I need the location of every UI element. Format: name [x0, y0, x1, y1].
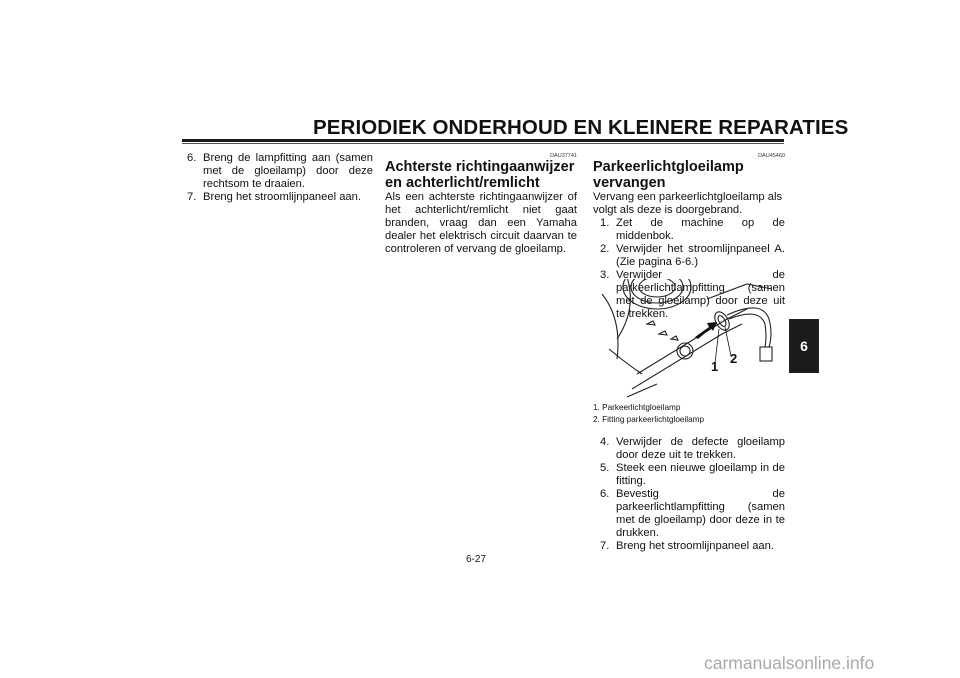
section-heading: Parkeerlichtgloeilamp vervangen: [593, 159, 744, 191]
chapter-tab: 6: [789, 319, 819, 373]
page-number: 6-27: [466, 554, 487, 565]
list-text: Steek een nieuwe gloeilamp in de fitting.: [616, 462, 785, 487]
parking-light-illustration: [597, 279, 789, 399]
caption-item: 1. Parkeerlichtgloeilamp: [593, 403, 681, 412]
section-code: DAU45460: [758, 153, 785, 159]
list-number: 6.: [187, 152, 197, 164]
list-text: Verwijder de defecte gloeilamp door deze uit te trekken.: [616, 436, 785, 461]
list-item: [187, 152, 373, 191]
figure-captions: [593, 402, 785, 426]
watermark: carmanualsonline.info: [704, 653, 875, 673]
list-number: 3.: [600, 269, 610, 281]
list-text: Breng het stroomlijnpaneel aan.: [203, 191, 361, 203]
illustration-drawing: [597, 279, 789, 399]
section-code: DAU37741: [550, 153, 577, 159]
list-item: [600, 436, 785, 462]
list-number: 4.: [600, 436, 610, 448]
list-text: Breng de lampfitting aan (samen met de gloeilamp) door deze rechtsom te draaien.: [203, 152, 373, 190]
list-text: Verwijder het stroomlijnpaneel A. (Zie pagina 6-6.): [616, 243, 785, 268]
list-text: Zet de machine op de middenbok.: [616, 217, 785, 242]
list-item: [600, 217, 785, 243]
section-heading: Achterste richtingaanwijzer en achterlicht/remlicht: [385, 159, 575, 191]
callout-label-2: 2: [730, 351, 738, 366]
section-intro: Vervang een parkeerlichtgloeilamp als volgt als deze is doorgebrand.: [593, 191, 783, 216]
list-text: Bevestig de parkeerlichtlampfitting (samen met de gloeilamp) door deze in te drukken.: [616, 488, 785, 539]
right-column-steps: [600, 436, 785, 553]
list-item: [600, 462, 785, 488]
page-header-title: PERIODIEK ONDERHOUD EN KLEINERE REPARATIES: [313, 116, 849, 139]
list-number: 1.: [600, 217, 610, 229]
list-item: [187, 191, 373, 204]
list-text: Breng het stroomlijnpaneel aan.: [616, 540, 774, 552]
list-text: Verwijder de parkeerlichtlampfitting (samen met de gloeilamp) door deze uit te trekken.: [616, 269, 785, 320]
section-body: Als een achterste richtingaanwijzer of het achterlicht/remlicht niet gaat branden, vraag dan een Yamaha dealer het elektrisch circuit daarvan te controleren of vervang de gloeilamp.: [385, 191, 577, 255]
header-rule: [182, 139, 784, 142]
caption-item: 2. Fitting parkeerlichtgloeilamp: [593, 415, 705, 424]
list-number: 5.: [600, 462, 610, 474]
header-rule-thin: [182, 143, 784, 144]
list-number: 7.: [187, 191, 197, 203]
left-column: [187, 152, 373, 204]
list-item: [600, 540, 785, 553]
list-number: 7.: [600, 540, 610, 552]
list-item: [600, 243, 785, 269]
middle-column: [385, 152, 577, 256]
list-number: 6.: [600, 488, 610, 500]
callout-label-1: 1: [711, 359, 719, 374]
list-item: [600, 488, 785, 540]
list-number: 2.: [600, 243, 610, 255]
